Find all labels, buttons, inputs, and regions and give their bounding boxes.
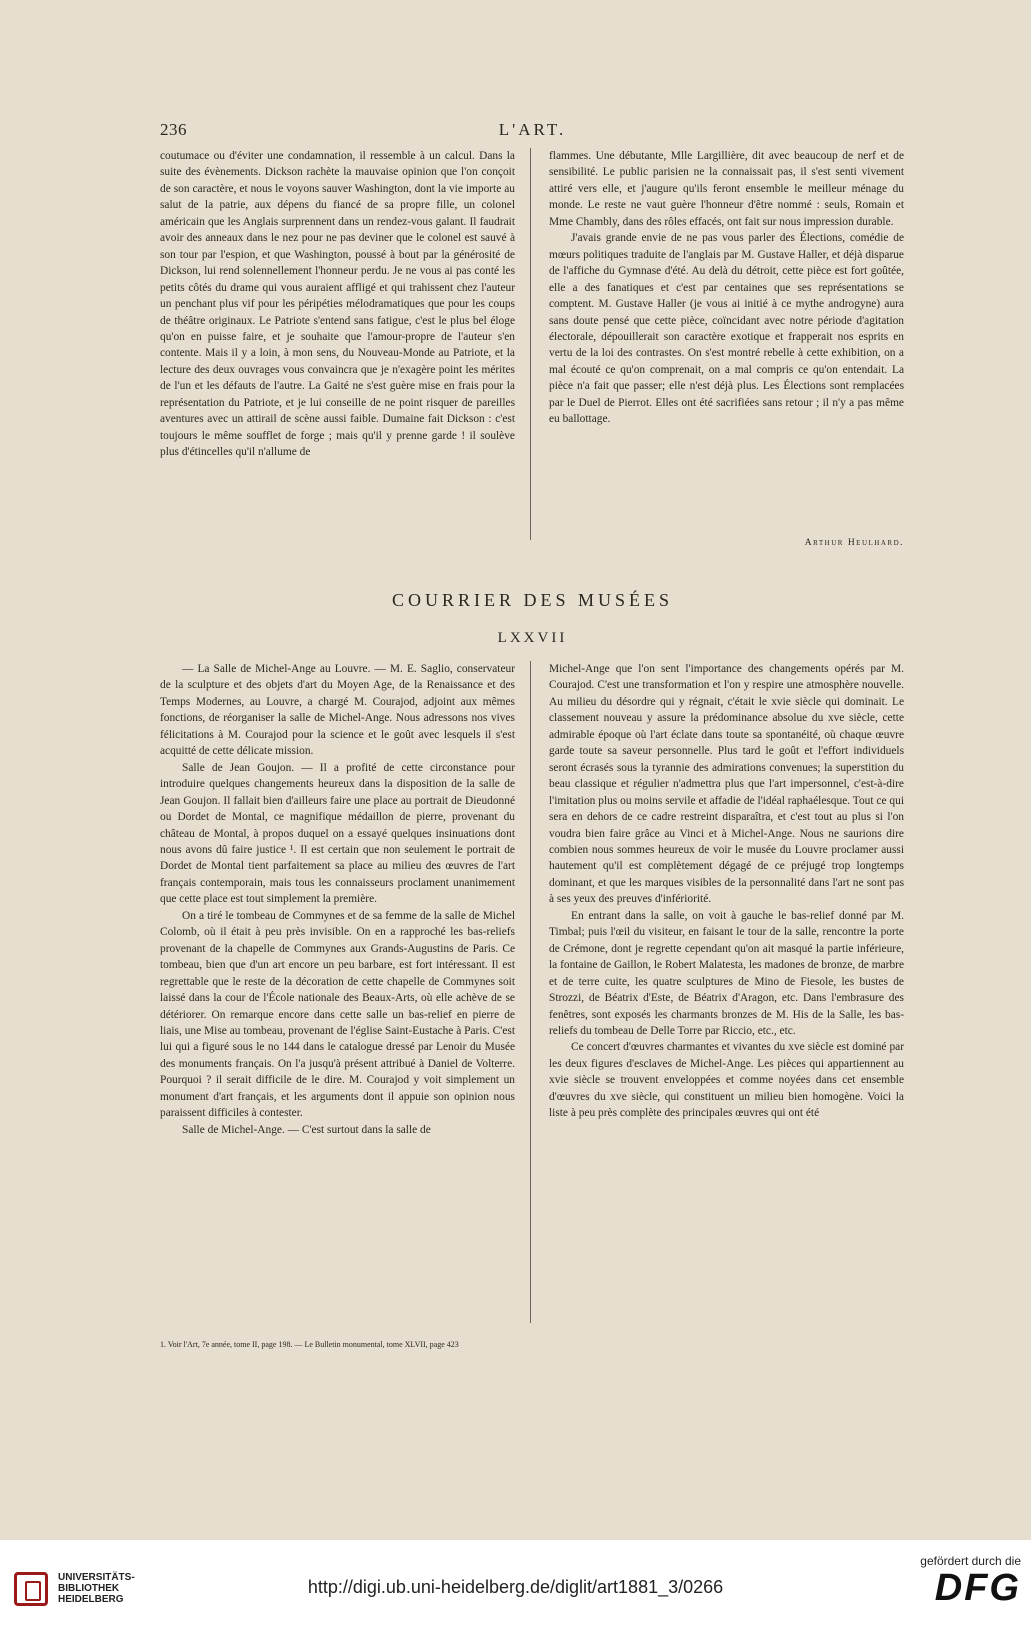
page-number: 236 <box>160 120 187 139</box>
paragraph: Michel-Ange que l'on sent l'importance des changements opérés par M. Courajod. C'est une transformation et l'on y respire une atmosphère nouvelle. Au milieu du désordre qui y régnait, c'était le xvie siècle qui dominait. Le classement nouveau y assure la prédominance absolue du xve siècle, cette admirable époque où l'art éclate dans toute sa spontanéité, où chaque œuvre garde toute sa saveur personnelle. Plus tard le goût et l'effort individuels seront écrasés sous la tyrannie des admirations convenues; la superstition du beau classique et régulier n'admettra plus que l'art impersonnel, c'est-à-dire l'imitation plus ou moins servile et affadie de l'idéal raphaélesque. Tout ce qui sera en dehors de ce cadre restreint disparaîtra, et c'est tout au plus si l'on voudra bien faire grâce au Vinci et à Michel-Ange. Nous ne saurions dire combien nous sommes heureux de voir le musée du Louvre proclamer aussi hautement qu'il est complètement dégagé de ce préjugé trop longtemps dominant, et que les marques visibles de la personnalité dans l'art ne sont pas à ses yeux des preuves d'infériorité. <box>549 663 904 906</box>
dfg-logo[interactable]: DFG <box>934 1567 1021 1609</box>
column-bottom-right <box>549 661 904 1122</box>
funded-by-label: gefördert durch die <box>920 1554 1021 1568</box>
footnote: 1. Voir l'Art, 7e année, tome II, page 198. — Le Bulletin monumental, tome XLVII, page 423 <box>160 1340 459 1349</box>
paragraph: Ce concert d'œuvres charmantes et vivantes du xve siècle est dominé par les deux figures d'esclaves de Michel-Ange. Les pièces qui appartiennent au xvie siècle se trouvent enveloppées et comme noyées dans cet ensemble d'œuvres du xve siècle, qui constituent un milieu bien homogène. Voici la liste à peu près complète des principales œuvres qui ont été <box>549 1041 904 1120</box>
column-bottom-left <box>160 661 515 1138</box>
library-line: BIBLIOTHEK <box>58 1583 120 1594</box>
page-content <box>160 108 905 1488</box>
column-top-left <box>160 148 515 461</box>
paragraph: coutumace ou d'éviter une condamnation, il ressemble à un calcul. Dans la suite des évènements. Dickson rachète la mauvaise opinion que l'on conçoit de son caractère, et nous le voyons sauver Washington, dont la vie importe au salut de la patrie, aux dépens du fiancé de sa propre fille, un colonel américain que les Anglais surprennent dans un rendez-vous galant. Il faudrait avoir des anneaux dans le nez pour ne pas deviner que le colonel est sauvé à son tour par l'espion, et que Washington, poussé à bout par la générosité de Dickson, lui rend solennellement l'honneur perdu. Je ne vous ai pas conté les petits côtés du drame qui vous auraient affligé et qui trahissent chez l'auteur un penchant plus vif pour les péripéties mélodramatiques que pour les coups de théâtre originaux. Le Patriote s'entend sans fatigue, c'est le plus bel éloge qu'on en puisse faire, et je souhaite que l'amour-propre de l'auteur s'en contente. Mais il y a loin, à mon sens, du Nouveau-Monde au Patriote, et la lecture des deux ouvrages vous convaincra que je n'exagère point les mérites de l'un et les défauts de l'autre. La Gaité ne s'est guère mise en frais pour la représentation du Patriote, et je lui conseille de ne point risquer de pareilles aventures avec un attirail de scène aussi faible. Dumaine fait Dickson : c'est toujours le même soufflet de forge ; mais qu'il y prenne garde ! il soulève plus d'étincelles qu'il n'allume de <box>160 150 515 459</box>
library-line: UNIVERSITÄTS- <box>58 1572 135 1583</box>
author-signature: Arthur Heulhard. <box>804 538 904 548</box>
section-title: COURRIER DES MUSÉES <box>391 590 674 610</box>
journal-title: L'ART. <box>498 120 567 139</box>
column-rule-top <box>530 148 531 540</box>
digitization-footer <box>0 1540 1031 1635</box>
paragraph: Salle de Jean Goujon. — Il a profité de cette circonstance pour introduire quelques changements heureux dans la disposition de la salle de Jean Goujon. Il fallait bien d'ailleurs faire une place au portrait de Dieudonné ou Dordet de Montal, ce magnifique médaillon de pierre, provenant du château de Montal, à propos duquel on a essayé quelques insinuations dont nous avons dû faire justice ¹. Il est certain que non seulement le portrait de Dordet de Montal tient parfaitement sa place au milieu des œuvres de l'art français contemporain, mais tous les connaisseurs proclament unanimement que cette place est tout simplement la première. <box>160 761 515 906</box>
column-rule-bottom <box>530 661 531 1323</box>
paragraph: On a tiré le tombeau de Commynes et de sa femme de la salle de Michel Colomb, où il était à peu près invisible. On en a rapproché les bas-reliefs provenant de la chapelle de Commynes aux Grands-Augustins de Paris. Ce tombeau, bien que d'un art encore un peu barbare, est fort intéressant. Il est regrettable que le reste de la décoration de cette chapelle de Commynes soit laissé dans la cour de l'École nationale des Beaux-Arts, où elle achève de se détériorer. On remarque encore dans cette salle un bas-relief en pierre de liais, une Mise au tombeau, provenant de l'église Saint-Eustache à Paris. C'est lui qui a figuré sous le no 144 dans le catalogue dressé par Lenoir du Musée des monuments français. On l'a jusqu'à présent attribué à Daniel de Volterre. Pourquoi ? il serait difficile de le dire. M. Courajod y voit simplement un monument d'art français, et les arguments dont il appuie son opinion nous paraissent difficiles à contester. <box>160 909 515 1120</box>
paragraph: flammes. Une débutante, Mlle Largillière, dit avec beaucoup de nerf et de sensibilité. Le public parisien ne la connaissait pas, il s'est senti vivement attiré vers elle, et j'augure qu'ils feront ensemble le meilleur ménage du monde. Le reste ne vaut guère l'honneur d'être nommé : seuls, Romain et Mme Chambly, dans des rôles effacés, ont fait sur nous impression durable. <box>549 150 904 228</box>
paragraph: J'avais grande envie de ne pas vous parler des Élections, comédie de mœurs politiques traduite de l'anglais par M. Gustave Haller, et déjà disparue de l'affiche du Gymnase d'été. Au delà du détroit, cette pièce est fort goûtée, elle a des fanatiques et c'est par centaines que ses représentations se comptent. M. Gustave Haller (je vous ai initié à ce mythe androgyne) aura sans doute pensé que cette pièce, coïncidant avec notre période d'agitation électorale, dépouillerait son caractère exotique et frapperait nos esprits en vertu de la loi des contrastes. On s'est montré rebelle à cette exhibition, on a mal écouté ce qu'on comprenait, on a mal compris ce qu'on entendait. La pièce n'a fait que passer; elle n'est déjà plus. Les Élections sont remplacées par le Duel de Pierrot. Elles ont été sacrifiées sans retour ; il n'y a pas même eu ballottage. <box>549 232 904 426</box>
section-number: LXXVII <box>497 630 568 646</box>
source-url-link[interactable]: http://digi.ub.uni-heidelberg.de/diglit/art1881_3/0266 <box>307 1577 724 1597</box>
running-header <box>160 120 905 144</box>
paragraph: — La Salle de Michel-Ange au Louvre. — M. E. Saglio, conservateur de la sculpture et des objets d'art du Moyen Age, de la Renaissance et des Temps Modernes, au Louvre, a chargé M. Courajod, adjoint aux mêmes fonctions, de réorganiser la salle de Michel-Ange. Nous adressons nos vives félicitations à M. Courajod pour la science et le goût avec lesquels il s'est acquitté de cette délicate mission. <box>160 663 515 758</box>
column-top-right <box>549 148 904 428</box>
dfg-credit <box>901 1554 1021 1608</box>
library-line: HEIDELBERG <box>58 1594 124 1605</box>
paragraph: En entrant dans la salle, on voit à gauche le bas-relief donné par M. Timbal; puis l'œil du visiteur, en faisant le tour de la salle, rencontre la porte de Crémone, dont je regrette cependant qu'on ait masqué la partie inférieure, la fontaine de Gaillon, le Robert Malatesta, les madones de bronze, de marbre et de terre cuite, les quatre sculptures de Mino de Fiesole, les bustes de Strozzi, de Béatrix d'Este, de Béatrix d'Aragon, etc. Dans l'embrasure des fenêtres, sont exposés les charmants bronzes de M. His de la Salle, les bas-reliefs du tombeau de Delle Torre par Riccio, etc., etc. <box>549 909 904 1037</box>
paragraph: Salle de Michel-Ange. — C'est surtout dans la salle de <box>182 1123 431 1136</box>
